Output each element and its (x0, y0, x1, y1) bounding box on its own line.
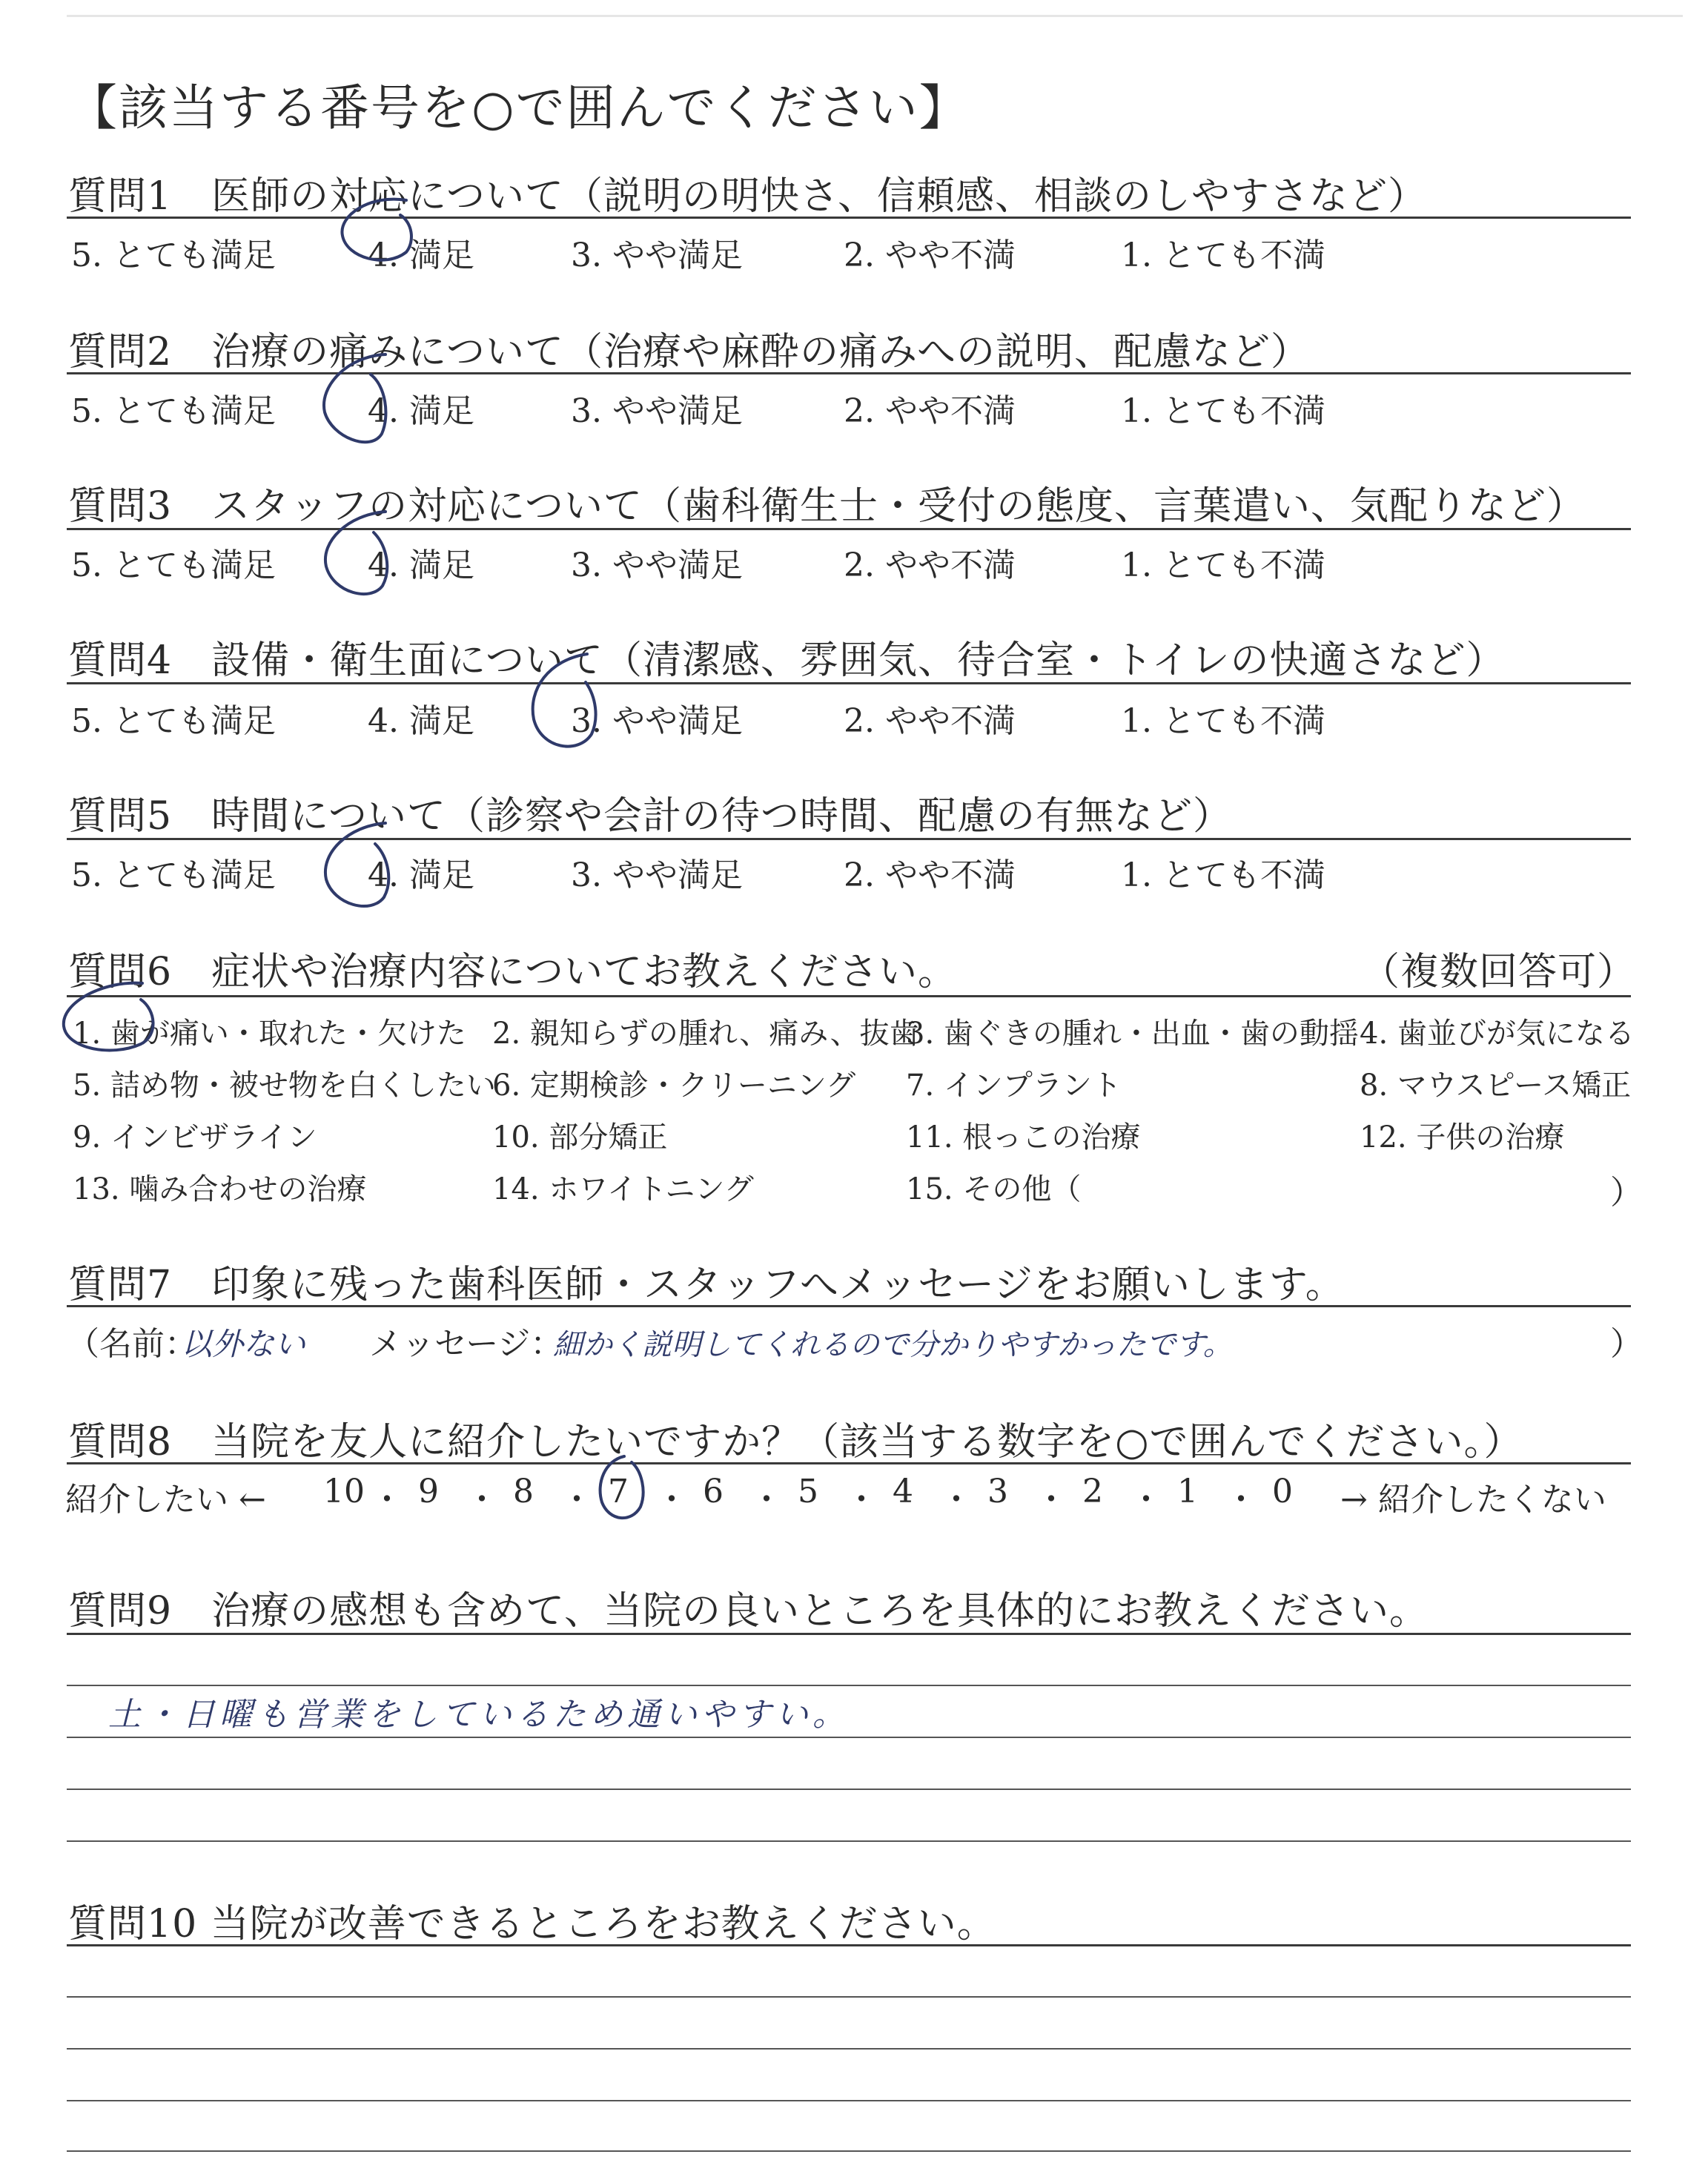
q8-scale-separator: ・ (940, 1481, 973, 1519)
q6-option-1[interactable]: 1. 歯が痛い・取れた・欠けた (73, 1017, 466, 1051)
q3-option-4[interactable]: 4. 満足 (368, 546, 474, 584)
q2-title: 質問2 治療の痛みについて（治療や麻酔の痛みへの説明、配慮など） (68, 330, 1311, 374)
q8-scale-separator: ・ (560, 1481, 593, 1519)
q10-answer-line-3 (67, 2100, 1631, 2101)
q6-option-3[interactable]: 3. 歯ぐきの腫れ・出血・歯の動揺 (906, 1017, 1359, 1051)
q3-rule (67, 528, 1631, 530)
q6-option-11[interactable]: 11. 根っこの治療 (906, 1120, 1141, 1155)
q1-option-1[interactable]: 1. とても不満 (1121, 237, 1325, 274)
q8-scale-9[interactable]: 9 (418, 1473, 439, 1510)
q5-option-4[interactable]: 4. 満足 (368, 856, 474, 894)
q2-option-3[interactable]: 3. やや満足 (571, 392, 743, 430)
q10-title: 質問10 当院が改善できるところをお教えください。 (68, 1902, 996, 1946)
q10-answer-line-2 (67, 2048, 1631, 2050)
q6-option-10[interactable]: 10. 部分矯正 (492, 1120, 668, 1155)
q8-scale-2[interactable]: 2 (1082, 1473, 1103, 1510)
q6-option-6[interactable]: 6. 定期検診・クリーニング (492, 1069, 856, 1103)
q3-title: 質問3 スタッフの対応について（歯科衛生士・受付の態度、言葉遣い、気配りなど） (68, 484, 1586, 529)
q5-option-1[interactable]: 1. とても不満 (1121, 856, 1325, 894)
q7-message-label: メッセージ： (369, 1325, 563, 1363)
q6-title: 質問6 症状や治療内容についてお教えください。 (68, 950, 958, 994)
q8-right-label: → 紹介したくない (1340, 1481, 1606, 1519)
q5-title: 質問5 時間について（診察や会計の待つ時間、配慮の有無など） (68, 794, 1233, 839)
q6-option-14[interactable]: 14. ホワイトニング (492, 1172, 754, 1206)
q8-scale-separator: ・ (845, 1481, 878, 1519)
q6-option-12[interactable]: 12. 子供の治療 (1360, 1120, 1565, 1155)
q5-option-3[interactable]: 3. やや満足 (571, 856, 743, 894)
q8-scale-3[interactable]: 3 (987, 1473, 1008, 1510)
q8-scale-10[interactable]: 10 (323, 1473, 365, 1510)
q2-option-2[interactable]: 2. やや不満 (844, 392, 1016, 430)
q9-answer-line-2 (67, 1737, 1631, 1738)
q9-answer-line-1 (67, 1685, 1631, 1686)
q7-rule (67, 1305, 1631, 1307)
q8-scale-8[interactable]: 8 (513, 1473, 534, 1510)
q8-scale-7[interactable]: 7 (608, 1473, 629, 1510)
q10-answer-line-4 (67, 2150, 1631, 2152)
q9-answer-line-4 (67, 1840, 1631, 1842)
q8-scale-separator: ・ (466, 1481, 498, 1519)
q9-answer-line-3 (67, 1789, 1631, 1790)
q6-rule (67, 995, 1631, 997)
q8-scale-separator: ・ (750, 1481, 783, 1519)
q1-option-5[interactable]: 5. とても満足 (71, 237, 276, 274)
q6-other-close-paren: ） (1610, 1174, 1643, 1212)
q8-scale-separator: ・ (1225, 1481, 1257, 1519)
q4-option-5[interactable]: 5. とても満足 (71, 702, 276, 740)
top-border (67, 15, 1683, 17)
q6-note: （複数回答可） (1361, 950, 1637, 994)
q4-option-1[interactable]: 1. とても不満 (1121, 702, 1325, 740)
q8-scale-separator: ・ (1130, 1481, 1162, 1519)
q7-name-value[interactable]: 以外ない (181, 1326, 306, 1362)
q6-option-4[interactable]: 4. 歯並びが気になる (1360, 1017, 1635, 1051)
q8-scale-4[interactable]: 4 (893, 1473, 913, 1510)
q1-rule (67, 217, 1631, 219)
q10-answer-line-1 (67, 1996, 1631, 1998)
q4-option-4[interactable]: 4. 満足 (368, 702, 474, 740)
q7-name-label: （名前： (67, 1325, 197, 1363)
q9-rule (67, 1633, 1631, 1635)
q3-option-2[interactable]: 2. やや不満 (844, 546, 1016, 584)
q7-close-paren: ） (1610, 1325, 1643, 1363)
q4-rule (67, 682, 1631, 684)
q8-rule (67, 1462, 1631, 1464)
q1-option-3[interactable]: 3. やや満足 (571, 237, 743, 274)
q6-option-5[interactable]: 5. 詰め物・被せ物を白くしたい (73, 1069, 496, 1103)
q9-title: 質問9 治療の感想も含めて、当院の良いところを具体的にお教えください。 (68, 1589, 1429, 1634)
q5-rule (67, 838, 1631, 840)
q8-scale-separator: ・ (1035, 1481, 1068, 1519)
q1-title: 質問1 医師の対応について（説明の明快さ、信頼感、相談のしやすさなど） (68, 174, 1427, 219)
page-heading: 【該当する番号を○で囲んでください】 (68, 79, 970, 136)
q8-left-label: 紹介したい ← (65, 1481, 266, 1519)
q6-option-7[interactable]: 7. インプラント (906, 1069, 1122, 1103)
q6-option-2[interactable]: 2. 親知らずの腫れ、痛み、抜歯 (492, 1017, 919, 1051)
q5-option-5[interactable]: 5. とても満足 (71, 856, 276, 894)
q2-option-5[interactable]: 5. とても満足 (71, 392, 276, 430)
q4-option-3[interactable]: 3. やや満足 (571, 702, 743, 740)
q7-title: 質問7 印象に残った歯科医師・スタッフへメッセージをお願いします。 (68, 1263, 1345, 1307)
q3-option-5[interactable]: 5. とても満足 (71, 546, 276, 584)
q8-scale-6[interactable]: 6 (703, 1473, 724, 1510)
q3-option-1[interactable]: 1. とても不満 (1121, 546, 1325, 584)
q6-option-9[interactable]: 9. インビザライン (73, 1120, 317, 1155)
q6-option-8[interactable]: 8. マウスピース矯正 (1360, 1069, 1632, 1103)
q3-option-3[interactable]: 3. やや満足 (571, 546, 743, 584)
q6-option-13[interactable]: 13. 噛み合わせの治療 (73, 1172, 367, 1206)
q2-option-1[interactable]: 1. とても不満 (1121, 392, 1325, 430)
q8-scale-separator: ・ (655, 1481, 688, 1519)
q2-rule (67, 372, 1631, 374)
q7-message-value[interactable]: 細かく説明してくれるので分かりやすかったです。 (553, 1328, 1233, 1362)
q8-scale-1[interactable]: 1 (1177, 1473, 1198, 1510)
q8-title: 質問8 当院を友人に紹介したいですか？（該当する数字を○で囲んでください。） (68, 1420, 1523, 1464)
q8-scale-0[interactable]: 0 (1272, 1473, 1293, 1510)
q4-title: 質問4 設備・衛生面について（清潔感、雰囲気、待合室・トイレの快適さなど） (68, 638, 1506, 683)
q1-option-2[interactable]: 2. やや不満 (844, 237, 1016, 274)
q2-option-4[interactable]: 4. 満足 (368, 392, 474, 430)
q10-rule (67, 1944, 1631, 1946)
q8-scale-5[interactable]: 5 (798, 1473, 818, 1510)
q8-scale-separator: ・ (371, 1481, 403, 1519)
q1-option-4[interactable]: 4. 満足 (368, 237, 474, 274)
q4-option-2[interactable]: 2. やや不満 (844, 702, 1016, 740)
q9-answer[interactable]: 土・日曜も営業をしているため通いやすい。 (108, 1696, 850, 1734)
q5-option-2[interactable]: 2. やや不満 (844, 856, 1016, 894)
q6-option-15[interactable]: 15. その他（ (906, 1172, 1082, 1206)
